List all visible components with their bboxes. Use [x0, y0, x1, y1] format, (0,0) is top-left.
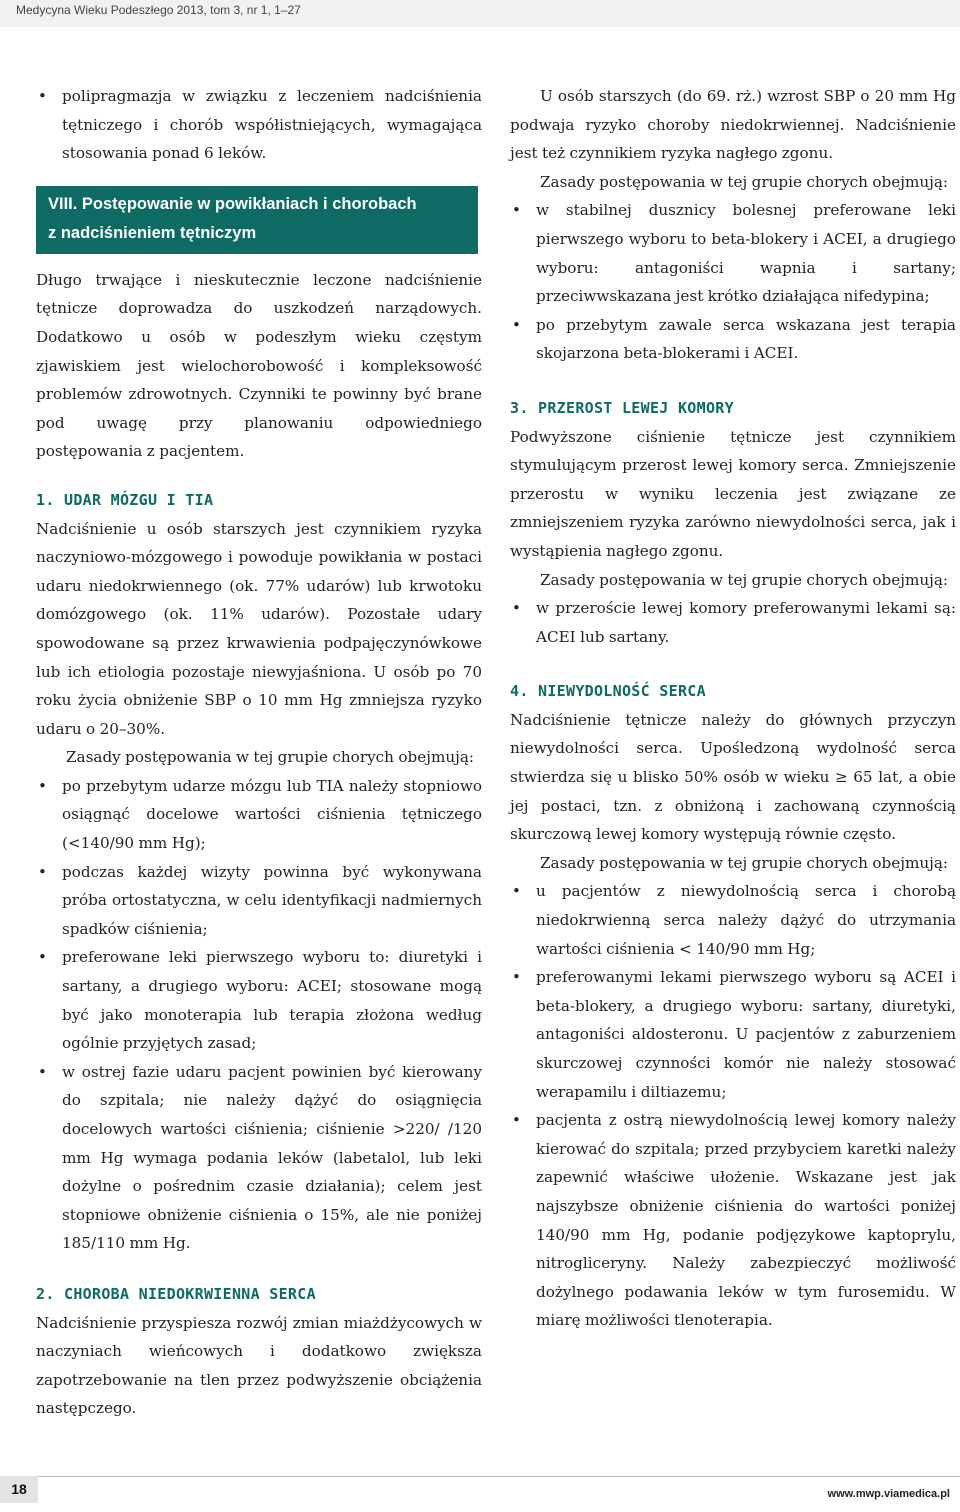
section-4-rules: Zasady postępowania w tej grupie chorych obejmują:	[540, 853, 949, 872]
list-item: • podczas każdej wizyty powinna być wykonywana próba ortostatyczna, w celu identyfikacji nadmiernych spadków ciśnienia;	[36, 858, 482, 944]
section-2-heading: 2. CHOROBA NIEDOKRWIENNA SERCA	[36, 1284, 316, 1303]
list-item: • po przebytym zawale serca wskazana jest terapia skojarzona beta-blokerami i ACEI.	[510, 311, 956, 368]
list-item: • preferowane leki pierwszego wyboru to: diuretyki i sartany, a drugiego wyboru: ACEI; stosowane mogą być jako monoterapia lub terapia złożona według ogólnie przyjętych zasad;	[36, 943, 482, 1057]
list-item: • w stabilnej dusznicy bolesnej preferowane leki pierwszego wyboru to beta-blokery i ACEI, a drugiego wyboru: antagoniści wapnia i sartany; przeciwwskazana jest krótko działająca nifedypina;	[510, 196, 956, 310]
section-2-paragraph: Nadciśnienie przyspiesza rozwój zmian miażdżycowych w naczyniach wieńcowych i dodatkowo zwiększa zapotrzebowanie na tlen przez podwyższenie obciążenia następczego.	[36, 1313, 482, 1418]
section-1-rules: Zasady postępowania w tej grupie chorych obejmują:	[66, 748, 475, 767]
list-item: • po przebytym udarze mózgu lub TIA należy stopniowo osiągnąć docelowe wartości ciśnienia tętniczego (<140/90 mm Hg);	[36, 772, 482, 858]
section-viii-title-line2: z nadciśnieniem tętniczym	[48, 223, 257, 242]
list-item: • preferowanymi lekami pierwszego wyboru są ACEI i beta-blokery, a drugiego wyboru: sartany, diuretyki, antagoniści aldosteronu. U pacjentów z zaburzeniem skurczowej czynności komór nie należy stosować werapamilu i diltiazemu;	[510, 963, 956, 1106]
section-2-list	[510, 196, 956, 368]
section-3-list	[510, 594, 956, 651]
section-4-paragraph: Nadciśnienie tętnicze należy do głównych przyczyn niewydolności serca. Upośledzoną wydolność serca stwierdza się u blisko 50% osób w wieku ≥ 65 lat, a obie jej postaci, tzn. z obniżoną i zachowaną czynnością skurczową lewej komory występują równie często.	[510, 710, 956, 844]
section-1-list	[36, 772, 482, 1258]
footer-rule	[38, 1476, 960, 1477]
list-item: • pacjenta z ostrą niewydolnością lewej komory należy kierować do szpitala; przed przybyciem karetki należy zapewnić właściwe ułożenie. Wskazane jest jak najszybsze obniżenie ciśnienia do wartości poniżej 140/90 mm Hg, podanie podjęzykowe kaptoprylu, nitrogliceryny. Należy zabezpieczyć możliwość dożylnego podawania leków w tym furosemidu. W miarę możliwości tlenoterapia.	[510, 1106, 956, 1335]
section-3-heading: 3. PRZEROST LEWEJ KOMORY	[510, 398, 734, 417]
journal-citation: Medycyna Wieku Podeszłego 2013, tom 3, nr 1, 1–27	[16, 3, 301, 17]
list-item: • polipragmazja w związku z leczeniem nadciśnienia tętniczego i chorób współistniejących, wymagająca stosowania ponad 6 leków.	[36, 82, 482, 168]
list-item: • w przeroście lewej komory preferowanymi lekami są: ACEI lub sartany.	[510, 594, 956, 651]
section-4-heading: 4. NIEWYDOLNOŚĆ SERCA	[510, 682, 706, 701]
section-2-continued: U osób starszych (do 69. rż.) wzrost SBP o 20 mm Hg podwaja ryzyko choroby niedokrwiennej. Nadciśnienie jest też czynnikiem ryzyka nagłego zgonu.	[510, 87, 956, 163]
section-2-rules: Zasady postępowania w tej grupie chorych obejmują:	[540, 172, 949, 191]
right-column	[510, 82, 956, 1335]
list-item: • u pacjentów z niewydolnością serca i chorobą niedokrwienną serca należy dążyć do utrzymania wartości ciśnienia < 140/90 mm Hg;	[510, 877, 956, 963]
publisher-website[interactable]: www.mwp.viamedica.pl	[827, 1488, 950, 1500]
intro-list	[36, 82, 482, 168]
left-column	[36, 82, 482, 1423]
section-3-rules: Zasady postępowania w tej grupie chorych obejmują:	[540, 570, 949, 589]
list-item: • w ostrej fazie udaru pacjent powinien być kierowany do szpitala; nie należy dążyć do osiągnięcia docelowych wartości ciśnienia; ciśnienie >220/ /120 mm Hg wymaga podania leków (labetalol, lub leki dożylne o pośrednim czasie działania); celem jest stopniowe obniżenie ciśnienia o 15%, ale nie poniżej 185/110 mm Hg.	[36, 1058, 482, 1258]
section-viii-heading	[36, 186, 478, 254]
section-1-paragraph: Nadciśnienie u osób starszych jest czynnikiem ryzyka naczyniowo-mózgowego i powoduje powikłania w postaci udaru niedokrwiennego (ok. 77% udarów) lub krwotoku domózgowego (ok. 11% udarów). Pozostałe udary spowodowane są przez krwawienia podpajęczynówkowe lub ich etiologia pozostaje niewyjaśniona. U osób po 70 roku życia obniżenie SBP o 10 mm Hg zmniejsza ryzyko udaru o 20–30%.	[36, 519, 482, 738]
section-1-heading: 1. UDAR MÓZGU I TIA	[36, 490, 214, 509]
section-viii-title-line1: VIII. Postępowanie w powikłaniach i chorobach	[48, 194, 417, 213]
page-number: 18	[11, 1481, 27, 1497]
section-4-list	[510, 877, 956, 1335]
section-3-paragraph: Podwyższone ciśnienie tętnicze jest czynnikiem stymulującym przerost lewej komory serca. Zmniejszenie przerostu w wyniku leczenia jest związane ze zmniejszeniem ryzyka zarówno niewydolności serca, jak i wystąpienia nagłego zgonu.	[510, 427, 956, 560]
section-viii-paragraph: Długo trwające i nieskutecznie leczone nadciśnienie tętnicze doprowadza do uszkodzeń narządowych. Dodatkowo u osób w podeszłym wieku częstym zjawiskiem jest wielochorobowość i kompleksowość problemów zdrowotnych. Czynniki te powinny być brane pod uwagę przy planowaniu odpowiedniego postępowania z pacjentem.	[36, 270, 482, 461]
